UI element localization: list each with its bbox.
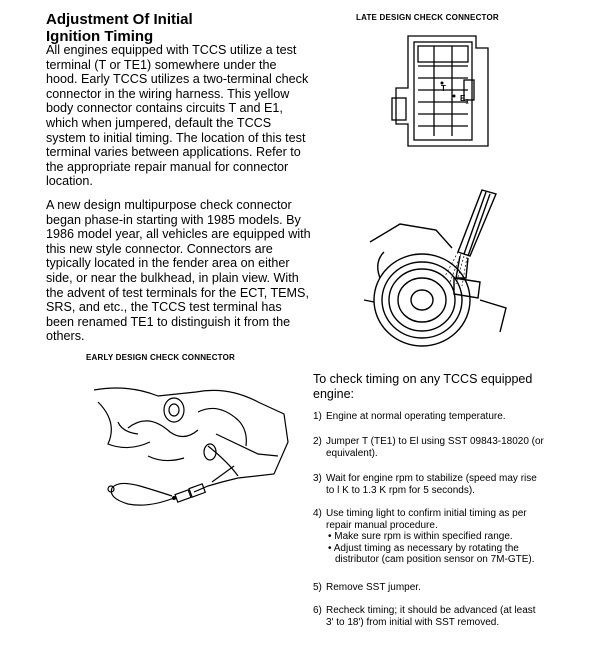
step-number: 5) (313, 582, 322, 593)
step-4-bullet: • Adjust timing as necessary by rotating the (328, 542, 519, 554)
step-4-bullet-continued: distributor (cam position sensor on 7M-GTE). (335, 554, 535, 566)
terminal-e-subscript: 1 (465, 99, 469, 106)
early-connector-caption: EARLY DESIGN CHECK CONNECTOR (86, 353, 236, 362)
procedure-step-5 (313, 582, 583, 594)
intro-paragraph: All engines equipped with TCCS utilize a test terminal (T or TE1) somewhere under the hood. Early TCCS utilizes a two-terminal check connector in the wiring harness. This yellow body connector contains circuits T and E1, which when jumpered, default the TCCS system to initial timing. The location of this test terminal varies between applications. Refer to the appropriate repair manual for connector location. (46, 43, 309, 189)
step-number: 1) (313, 411, 322, 422)
step-text-continued: to l K to 1.3 K rpm for 5 seconds). (326, 484, 475, 496)
step-text: Wait for engine rpm to stabilize (speed may rise (326, 473, 537, 484)
procedure-step-3 (313, 473, 583, 496)
procedure-intro: To check timing on any TCCS equipped engine: (313, 372, 533, 401)
title-line-2: Ignition Timing (46, 28, 154, 45)
step-text-continued: equivalent). (326, 447, 378, 459)
terminal-e-letter: E (460, 94, 466, 103)
terminal-t-label: T (441, 84, 446, 93)
step-text: Remove SST jumper. (326, 582, 421, 593)
step-number: 2) (313, 436, 322, 447)
procedure-step-2 (313, 436, 583, 459)
procedure-step-1 (313, 411, 583, 423)
step-text-continued: repair manual procedure. (326, 519, 438, 531)
bullet-text: Adjust timing as necessary by rotating the (333, 542, 519, 554)
terminal-e1-label (460, 94, 469, 106)
step-number: 3) (313, 473, 322, 484)
step-text-continued: 3' to 18') from initial with SST removed. (326, 616, 500, 628)
title-line-1: Adjustment Of Initial (46, 11, 193, 28)
procedure-step-4 (313, 508, 583, 566)
step-text: Use timing light to confirm initial timing as per (326, 508, 527, 519)
step-text: Engine at normal operating temperature. (326, 411, 506, 422)
step-text: Jumper T (TE1) to El using SST 09843-18020 (or (326, 436, 544, 447)
procedure-step-6 (313, 605, 583, 628)
early-connector-diagram (88, 382, 293, 522)
step-number: 4) (313, 508, 322, 519)
late-connector-caption: LATE DESIGN CHECK CONNECTOR (356, 13, 499, 22)
step-text: Recheck timing; it should be advanced (at least (326, 605, 536, 616)
step-number: 6) (313, 605, 322, 616)
step-4-bullet: • Make sure rpm is within specified range. (328, 531, 513, 543)
bullet-text: Make sure rpm is within specified range. (334, 531, 513, 543)
pulley-timing-light-diagram (360, 182, 510, 352)
late-connector-diagram (380, 28, 500, 160)
page-title (46, 11, 306, 45)
connector-paragraph: A new design multipurpose check connector began phase-in starting with 1985 models. By 1986 model year, all vehicles are equipped with this new style connector. Connectors are typically located in the fender area on either side, or near the bulkhead, in plain view. With the advent of test terminals for the ECT, TEMS, SRS, and etc., the TCCS test terminal has been renamed TE1 to distinguish it from the others. (46, 198, 311, 344)
